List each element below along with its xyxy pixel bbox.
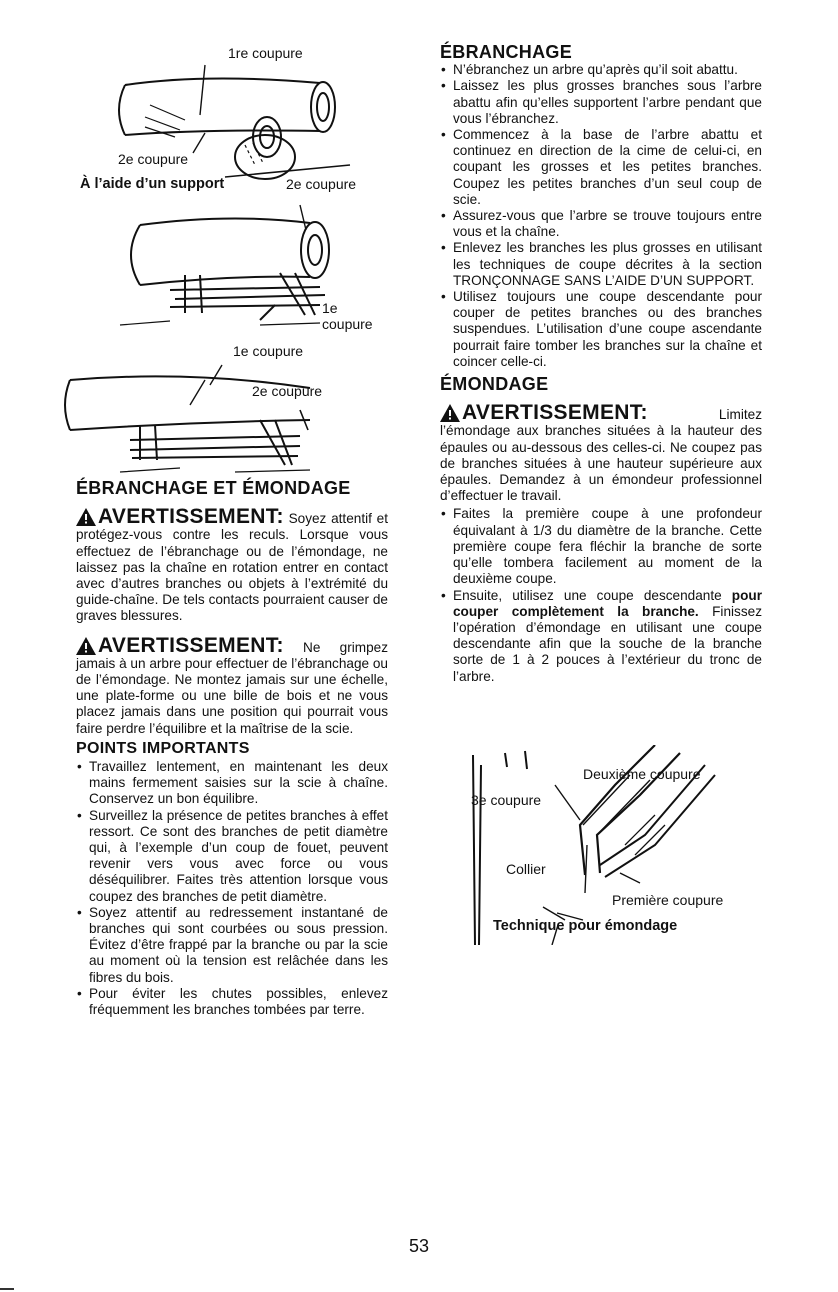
warning-climb [76, 633, 388, 737]
warning-title: AVERTISSEMENT: [462, 401, 648, 425]
figure-log-bottom [60, 360, 330, 480]
limbing-list [440, 62, 762, 370]
list-item: • N’ébranchez un arbre qu’après qu’il soit abattu. [440, 62, 762, 78]
text-span: Finissez l’opération d’émondage en utilisant une coupe descendante afin que la souche de la branche sorte de 1 à 2 pouces à l’extérieur du tronc de l’arbre. [453, 603, 762, 684]
fig3-cut1-label: 1e coupure [233, 343, 304, 359]
page-number: 53 [408, 1236, 430, 1256]
list-item: • Travaillez lentement, en maintenant les deux mains fermement saisies sur la scie à chaîne. Conservez un bon équilibre. [76, 759, 388, 808]
left-column [76, 480, 388, 1018]
limbing-heading: ÉBRANCHAGE [440, 42, 573, 62]
fig1-caption: À l’aide d’un support [80, 176, 225, 192]
pruning-caption: Technique pour émondage [493, 918, 678, 934]
fig3-cut2-label: 2e coupure [252, 383, 323, 399]
pruning-third-cut-label: 3e coupure [471, 792, 542, 808]
fig2-cut1-label: 1e coupure [322, 300, 373, 332]
crop-mark [0, 1288, 14, 1290]
important-points-heading: POINTS IMPORTANTS [76, 739, 250, 757]
warning-triangle-icon [76, 508, 96, 526]
warning-text: Soyez attentif et protégez-vous contre les reculs. Lorsque vous effectuez de l’ébranchage ou de l’émondage, ne laissez pas la chaîne en rotation entrer en contact avec d’autres branches ou objets à l’extrémité du guide-chaîne. De tels contacts pourraient causer de graves blessures. [76, 511, 388, 624]
list-item: • Laissez les plus grosses branches sous l’arbre abattu afin qu’elles supportent l’arbre pendant que vous l’ébranchez. [440, 78, 762, 127]
warning-triangle-icon [76, 637, 96, 655]
fig1-cut1-label: 1re coupure [228, 45, 303, 61]
pruning-collar-label: Collier [506, 861, 546, 877]
list-item: • Surveillez la présence de petites branches à effet ressort. Ce sont des branches de petit diamètre qui, à l’exemple d’un coup de fouet, peuvent revenir vers vous avec force ou vous déséquilibrer. Faites très attention lorsque vous coupez des branches de petit diamètre. [76, 808, 388, 905]
list-item: • Pour éviter les chutes possibles, enlevez fréquemment les branches tombées par terre. [76, 986, 388, 1018]
warning-kickback [76, 505, 388, 624]
important-points-list [76, 759, 388, 1018]
list-item: • Enlevez les branches les plus grosses en utilisant les techniques de coupe décrites à la section TRONÇONNAGE SANS L’AIDE D’UN SUPPORT. [440, 240, 762, 289]
warning-text: Limitez l’émondage aux branches situées à la hauteur des épaules ou au-dessous des celles-ci. Ne coupez pas de branches situées à une hauteur supérieure aux épaules. Demandez à un émondeur professionnel d’effectuer le travail. [440, 407, 762, 504]
left-heading: ÉBRANCHAGE ET ÉMONDAGE [76, 478, 351, 498]
fig1-cut2-label: 2e coupure [118, 151, 189, 167]
fig2-cut2-label: 2e coupure [286, 176, 357, 192]
warning-text: Ne grimpez jamais à un arbre pour effectuer de l’ébranchage ou de l’émondage. Ne montez jamais sur une échelle, une plate-forme ou une bille de bois et ne vous placez jamais dans une position qui pourrait vous faire perdre l’équilibre et la maîtrise de la scie. [76, 639, 388, 736]
pruning-first-cut-label: Première coupure [612, 892, 724, 908]
right-column [440, 44, 762, 685]
text-span: Ensuite, utilisez une coupe descendante [453, 587, 732, 603]
warning-title: AVERTISSEMENT: [98, 633, 284, 657]
bold-span: pour couper complètement la branche. [453, 587, 762, 619]
warning-shoulder [440, 401, 762, 504]
list-item [440, 588, 762, 685]
list-item: • Commencez à la base de l’arbre abattu et continuez en direction de la cime de celui-ci, en coupant les grosses et les petites branches. Coupez les petites branches d’un seul coup de scie. [440, 127, 762, 208]
pruning-list [440, 506, 762, 684]
list-item: • Assurez-vous que l’arbre se trouve toujours entre vous et la chaîne. [440, 208, 762, 240]
list-item: • Faites la première coupe à une profondeur équivalant à 1/3 du diamètre de la branche. Cette première coupe fera fléchir la branche de sorte qu’elle tombera facilement au moment de la deuxième coupe. [440, 506, 762, 587]
warning-triangle-icon [440, 404, 460, 422]
warning-title: AVERTISSEMENT: [98, 505, 284, 529]
pruning-heading: ÉMONDAGE [440, 374, 549, 395]
list-item: • Utilisez toujours une coupe descendante pour couper de petites branches ou des branches suspendues. L’utilisation d’une coupe ascendante pourrait faire tomber les branches sur la chaîne et coincer celle-ci. [440, 289, 762, 370]
pruning-second-cut-label: Deuxième coupure [583, 766, 701, 782]
list-item: • Soyez attentif au redressement instantané de branches qui sont courbées ou sous pression. Évitez d’être frappé par la branche ou par la scie au moment où la tension est relâchée dans les fibres du bois. [76, 905, 388, 986]
